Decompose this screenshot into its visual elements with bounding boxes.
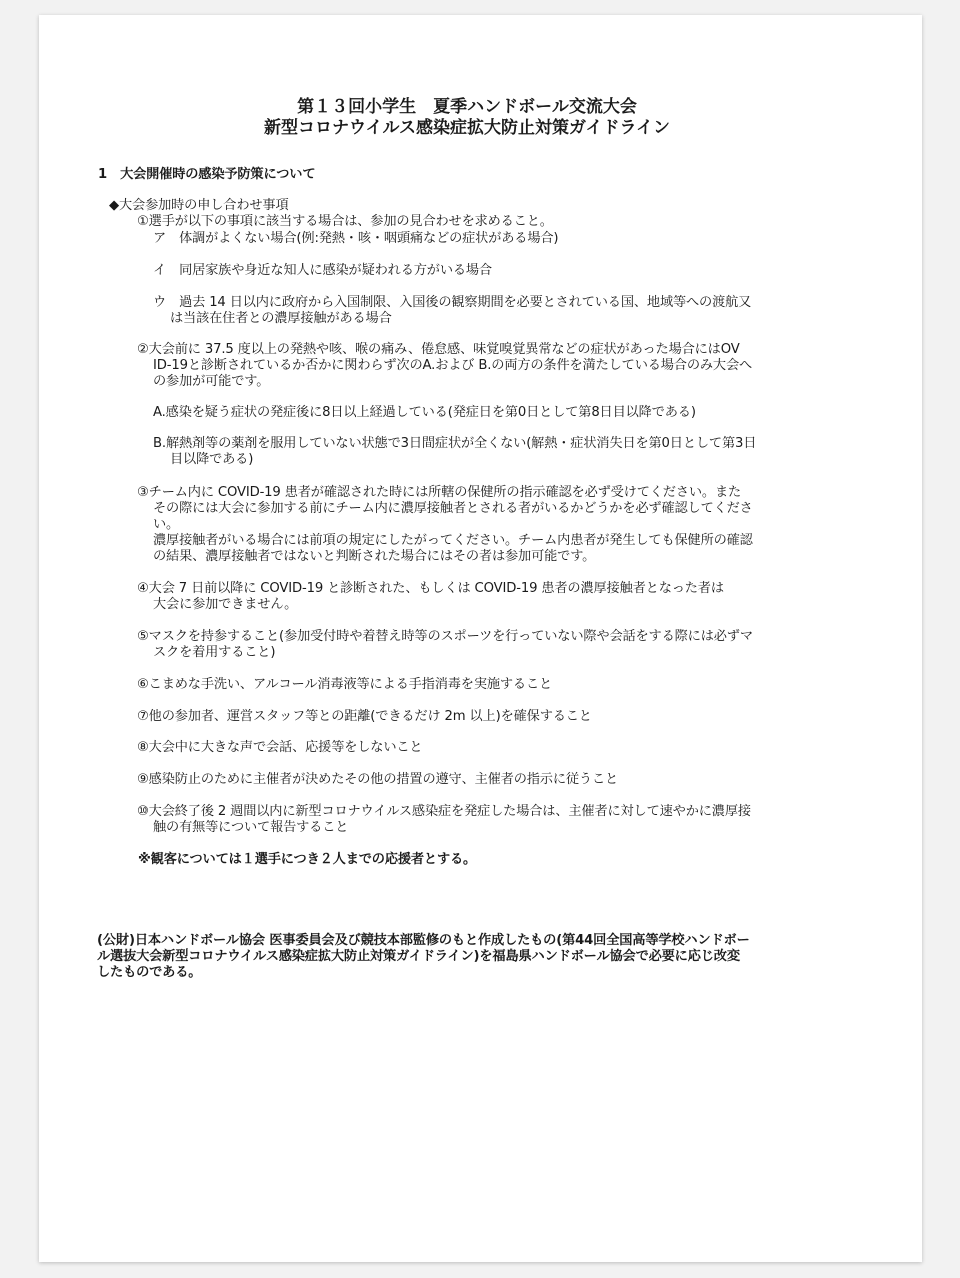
item-6: ⑥こまめな手洗い、アルコール消毒液等による手指消毒を実施すること <box>137 677 553 692</box>
document-title-line2: 新型コロナウイルス感染症拡大防止対策ガイドライン <box>264 118 670 138</box>
item-5-line2: スクを着用すること) <box>153 645 276 660</box>
item-8: ⑧大会中に大きな声で会話、応援等をしないこと <box>137 740 423 755</box>
item-3-line4: 濃厚接触者がいる場合には前項の規定にしたがってください。チーム内患者が発生しても保健所の確認 <box>153 533 753 548</box>
footer-line2: ル選抜大会新型コロナウイルス感染症拡大防止対策ガイドライン)を福島県ハンドボール協会で必要に応じ改変 <box>97 949 740 964</box>
item-9: ⑨感染防止のために主催者が決めたその他の措置の遵守、主催者の指示に従うこと <box>137 772 619 787</box>
item-10-line1: ⑩大会終了後 2 週間以内に新型コロナウイルス感染症を発症した場合は、主催者に対して速やかに濃厚接 <box>137 804 751 819</box>
item-2-line3: の参加が可能です。 <box>153 374 270 389</box>
item-3-line5: の結果、濃厚接触者ではないと判断された場合にはその者は参加可能です。 <box>153 549 596 564</box>
item-10-line2: 触の有無等について報告すること <box>153 820 349 835</box>
item-4-line1: ④大会 7 日前以降に COVID-19 と診断された、もしくは COVID-19 患者の濃厚接触者となった者は <box>137 581 724 596</box>
item-4-line2: 大会に参加できません。 <box>153 597 298 612</box>
item-1-a: ア 体調がよくない場合(例:発熱・咳・咽頭痛などの症状がある場合) <box>153 231 559 246</box>
spectator-note: ※観客については１選手につき２人までの応援者とする。 <box>138 852 477 867</box>
item-1-u-line1: ウ 過去 14 日以内に政府から入国制限、入国後の観察期間を必要とされている国、地域等への渡航又 <box>153 295 752 310</box>
item-3-line3: い。 <box>153 517 180 532</box>
section-subheading: ◆大会参加時の申し合わせ事項 <box>109 198 289 213</box>
item-1-i: イ 同居家族や身近な知人に感染が疑われる方がいる場合 <box>153 263 492 278</box>
section-heading: 1 大会開催時の感染予防策について <box>98 167 316 182</box>
item-1-u-line2: は当該在住者との濃厚接触がある場合 <box>170 311 392 326</box>
footer-line3: したものである。 <box>97 965 202 980</box>
document-page <box>39 15 922 1262</box>
item-2-line2: ID-19と診断されているか否かに関わらず次のA.および B.の両方の条件を満たしている場合のみ大会へ <box>153 358 753 373</box>
item-1-text: ①選手が以下の事項に該当する場合は、参加の見合わせを求めること。 <box>137 214 553 229</box>
item-2-line1: ②大会前に 37.5 度以上の発熱や咳、喉の痛み、倦怠感、味覚嗅覚異常などの症状があった場合にはOV <box>137 342 740 357</box>
item-2-condition-b-line2: 目以降である) <box>170 452 254 467</box>
item-2-condition-b-line1: B.解熱剤等の薬剤を服用していない状態で3日間症状が全くない(解熱・症状消失日を第0日として第3日 <box>153 436 757 451</box>
item-5-line1: ⑤マスクを持参すること(参加受付時や着替え時等のスポーツを行っていない際や会話をする際には必ずマ <box>137 629 753 644</box>
item-3-line1: ③チーム内に COVID-19 患者が確認された時には所轄の保健所の指示確認を必ず受けてください。また <box>137 485 742 500</box>
item-7: ⑦他の参加者、運営スタッフ等との距離(できるだけ 2m 以上)を確保すること <box>137 709 592 724</box>
item-2-condition-a: A.感染を疑う症状の発症後に8日以上経過している(発症日を第0日として第8日目以降である) <box>153 405 696 420</box>
footer-line1: (公財)日本ハンドボール協会 医事委員会及び競技本部監修のもと作成したもの(第44回全国高等学校ハンドボー <box>97 933 750 948</box>
document-title-line1: 第１３回小学生 夏季ハンドボール交流大会 <box>297 97 637 117</box>
item-3-line2: その際には大会に参加する前にチーム内に濃厚接触者とされる者がいるかどうかを必ず確認してくださ <box>153 501 753 516</box>
